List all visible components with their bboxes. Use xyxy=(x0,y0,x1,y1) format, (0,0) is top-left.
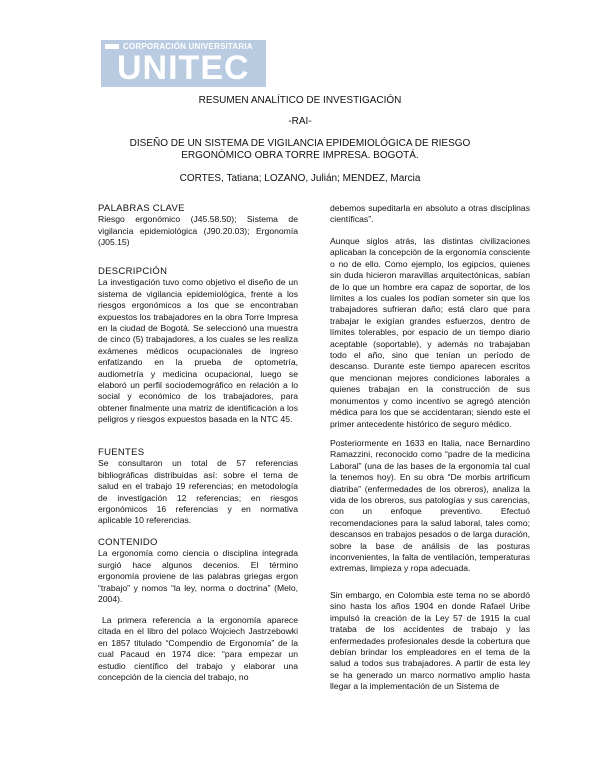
description-section xyxy=(98,266,298,426)
sources-heading: FUENTES xyxy=(98,447,145,458)
sources-section xyxy=(98,447,298,527)
thesis-title-line2: ERGONÓMICO OBRA TORRE IMPRESA. BOGOTÁ. xyxy=(181,150,419,161)
right-paragraph-2: Aunque siglos atrás, las distintas civilizaciones aplicaban la concepción de la ergonomía consciente o no de ello. Como ejemplo, los egipcios, quienes sin duda hicieron maravillas arquitectónicas, sabían de lo que un hombre era capaz de soportar, de los límites a los cuales los podían someter sin que los trabajadores sufrieran daño; está claro que para trabajar le exigían grandes esfuerzos, dentro de límites tolerables, por espacio de un tiempo diario aceptable (soportable), y además no trabajaban todo el año, sino que tenían un período de descanso. Durante este tiempo aparecen escritos que mencionan mejores condiciones laborales a quienes trabajan en la construcción de sus monumentos y como incentivo se agregó atención médica para los que se accidentaran; siendo este el primer antecedente histórico de seguro médico. xyxy=(330,236,530,429)
right-paragraph-1: debemos supeditarla en absoluto a otras disciplinas científicas”. xyxy=(330,203,530,225)
content-paragraph-2: La primera referencia a la ergonomía aparece citada en el libro del polaco Wojciech Jastrzebowki en 1857 titulado “Compendio de Ergonomía” de la cual Pacaud en 1974 dice: “para empezar un estudio científico del trabajo y elaborar una concepción de la ciencia del trabajo, no xyxy=(98,615,298,683)
authors: CORTES, Tatiana; LOZANO, Julián; MENDEZ, Marcia xyxy=(179,173,421,184)
keywords-text: Riesgo ergonómico (J45.58.50); Sistema de vigilancia epidemiológica (J90.20.03); Ergonomía (J05.15) xyxy=(98,214,298,248)
keywords-heading: PALABRAS CLAVE xyxy=(98,203,185,214)
document-title: RESUMEN ANALÍTICO DE INVESTIGACIÓN xyxy=(198,95,402,106)
content-heading: CONTENIDO xyxy=(98,537,158,548)
right-paragraph-4: Sin embargo, en Colombia este tema no se abordó sino hasta los años 1904 en donde Rafael Uribe impulsó la creación de la Ley 57 de 1915 la cual trataba de los accidentes de trabajo y las enfermedades profesionales desde la cobertura que debían brindar los empleadores en el tema de la salud a todos sus trabajadores. A partir de esta ley se ha generado un marco normativo amplio hasta llegar a la implementación de un Sistema de xyxy=(330,590,530,692)
logo-subtitle: CORPORACIÓN UNIVERSITARIA xyxy=(123,42,253,51)
unitec-logo xyxy=(101,40,266,87)
sources-text: Se consultaron un total de 57 referencias bibliográficas distribuidas así: sobre el tema de salud en el trabajo 19 referencias; en metodología de investigación 12 referencias; en riesgos ergonómicos 16 referencias y en normativa aplicable 10 referencias. xyxy=(98,458,298,526)
content-paragraph-1: La ergonomía como ciencia o disciplina integrada surgió hace algunos decenios. El término ergonomía proviene de las palabras griegas ergon “trabajo” y nomos “la ley, norma o doctrina” (Melo, 2004). xyxy=(98,548,298,605)
description-text: La investigación tuvo como objetivo el diseño de un sistema de vigilancia epidemiológica, frente a los riesgos ergonómicos a los que se encontraban expuestos los trabajadores en la obra Torre Impresa en la ciudad de Bogotá. Se seleccionó una muestra de cinco (5) trabajadores, a los cuales se les realiza exámenes médicos ocupacionales de ingreso enfatizando en la prueba de optometría, audiometría y medicina ocupacional, luego se elaboró un perfil sociodemográfico en relación a lo social y económico de los trabajadores, para obtener finalmente una matriz de identificación a los peligros y riesgos expuestos basada en la NTC 45. xyxy=(98,277,298,425)
thesis-title-line1: DISEÑO DE UN SISTEMA DE VIGILANCIA EPIDEMIOLÓGICA DE RIESGO xyxy=(129,138,471,149)
content-section xyxy=(98,537,298,605)
keywords-section xyxy=(98,203,298,249)
document-code: -RAI- xyxy=(288,116,312,127)
right-paragraph-3: Posteriormente en 1633 en Italia, nace Bernardino Ramazzini, reconocido como “padre de la medicina Laboral” (una de las bases de la ergonomía tal cual la tenemos hoy). En su obra “De morbis artrificum diatriba” (enfermedades de los obreros), analiza la vida de los obreros, sus patologías y sus carencias, con un enfoque preventivo. Efectuó recomendaciones para la salud laboral, tales como; descansos en trabajos pesados o de larga duración, sobre la base de análisis de las posturas inconvenientes, la falta de ventilación, temperaturas extremas, limpieza y ropa adecuada. xyxy=(330,438,530,574)
logo-name: UNITEC xyxy=(117,49,250,87)
description-heading: DESCRIPCIÓN xyxy=(98,266,168,277)
